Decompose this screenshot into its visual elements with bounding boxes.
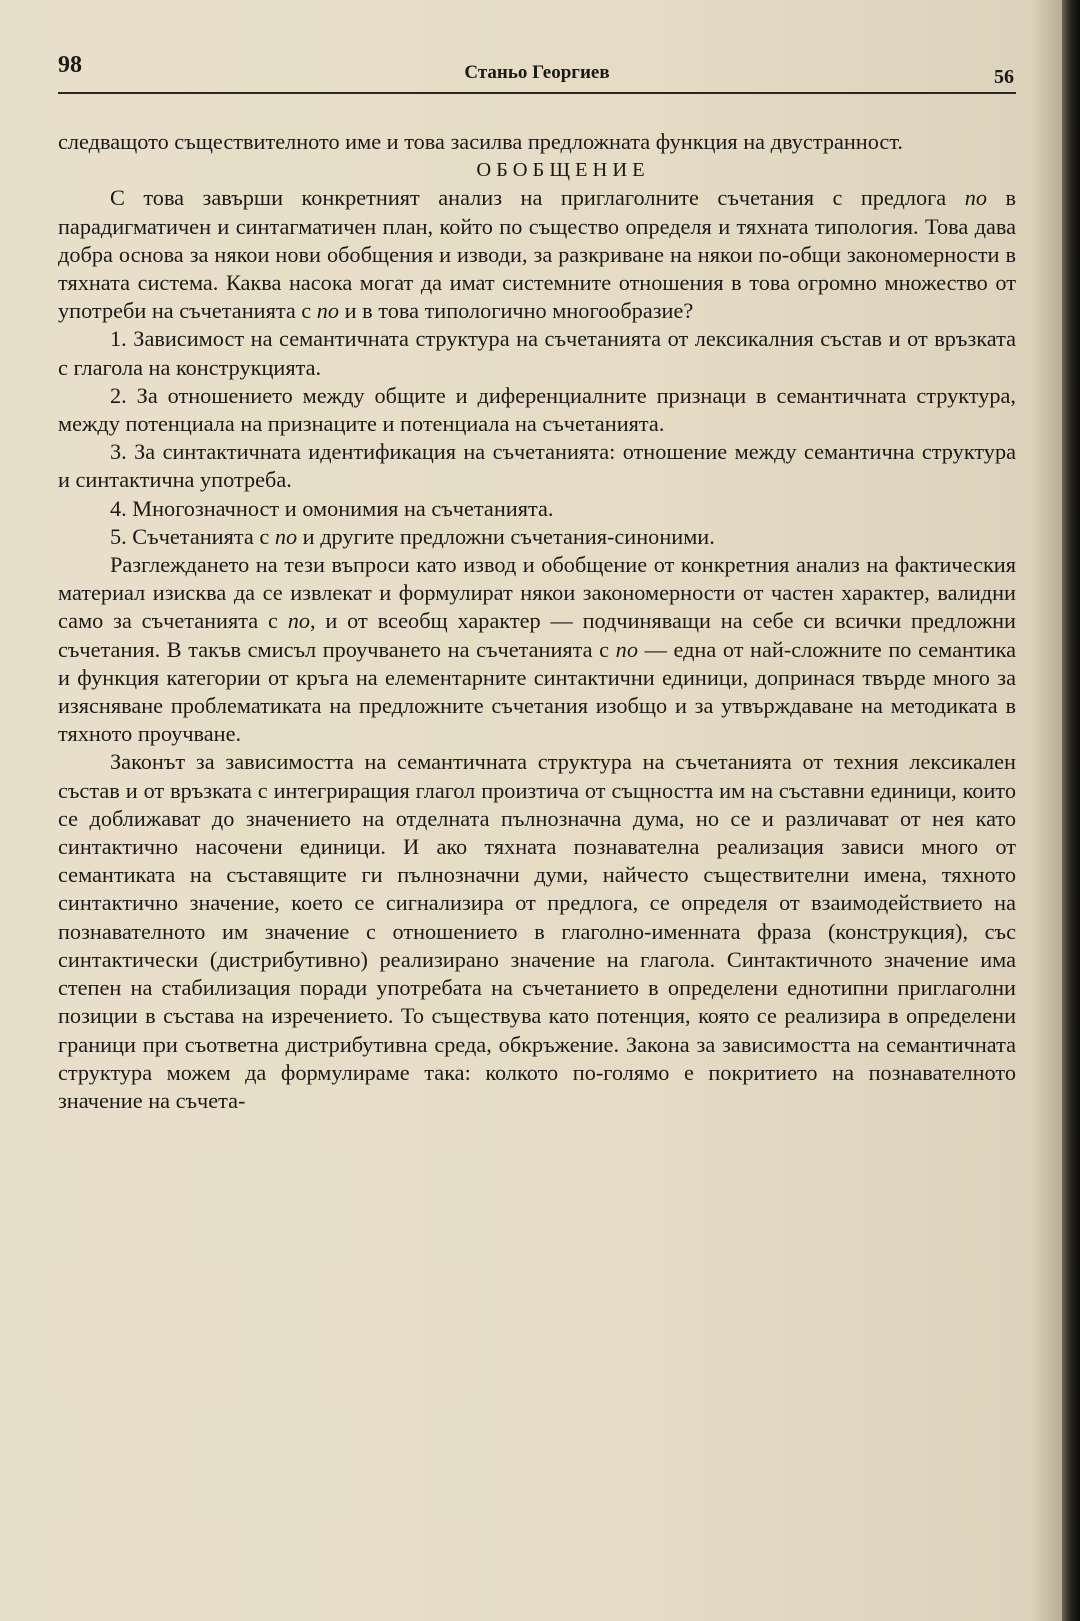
book-spine-shadow (1062, 0, 1080, 1621)
list-item-1: 1. Зависимост на семантичната структура на съчетанията от лексикалния състав и от връзката с глагола на конструкцията. (58, 326, 1016, 380)
list-item-2: 2. За отношението между общите и диференциалните признаци в семантичната структура, между потенциала на признаците и потенциала на съчетанията. (58, 382, 1016, 437)
header-rule (58, 92, 1016, 94)
section-heading: ОБОБЩЕНИЕ (476, 159, 650, 182)
body-text (58, 128, 1016, 1115)
list-item-5: 5. Съчетанията с по и другите предложни съчетания-синоними. (110, 523, 715, 549)
paragraph-law: Законът за зависимостта на семантичната структура на съчетанията от техния лексикален състав и от връзката с интегриращия глагол произтича от същността им на съставни единици, които се доближават до значението на отделната пълнозначна дума, но се и различават от нея като синтактично насочени единици. И ако тяхната познавателна реализация зависи много от семантиката на съставящите ги пълнозначни думи, найчесто съществителни имена, тяхното синтактично значение, което се сигнализира от предлога, се определя от взаимодействието на познавателното им значение с отношението в глаголно-именната фраза (конструкция), със синтактически (дистрибутивно) реализирано значение на глагола. Синтактичното значение има степен на стабилизация поради употребата на съчетанието в определени еднотипни приглаголни позиции в състава на изречението. То съществува като потенция, която се реализира в определени граници при съответна дистрибутивна среда, обкръжение. Закона за зависимостта на семантичната структура можем да формулираме така: колкото по-голямо е покритието на познавателното значение на съчета- (58, 749, 1016, 1113)
paragraph-discussion: Разглеждането на тези въпроси като извод и обобщение от конкретния анализ на фактическия материал изисква да се извлекат и формулират някои закономерности от частен характер, валидни само за съчетанията с по, и от всеобщ характер — подчиняващи на себе си всички предложни съчетания. В такъв смисъл проучването на съчетанията с по — една от най-сложните по семантика и функция категории от кръга на елементарните синтактични единици, допринася твърде много за изясняване проблематиката на предложните съчетания изобщо и за утвърждаване на методиката в тяхното проучване. (58, 552, 1016, 747)
page-number-left: 98 (58, 52, 82, 78)
running-title: Станьо Георгиев (464, 62, 610, 83)
paragraph-continuation: следващото съществителното име и това засилва предложната функция на двустранност. (58, 129, 903, 154)
list-item-4: 4. Многозначност и омонимия на съчетанията. (110, 495, 554, 521)
paragraph-summary-intro: С това завърши конкретният анализ на приглаголните съчетания с предлога по в парадигматичен и синтагматичен план, който по същество определя и тяхната типология. Това дава добра основа за някои нови обобщения и изводи, за разкриване на някои по-общи закономерности в тяхната система. Каква насока могат да имат системните отношения в това огромно множество от употреби на съчетанията с по и в това типологично многообразие? (58, 185, 1016, 324)
list-item-3: 3. За синтактичната идентификация на съчетанията: отношение между семантична структура и синтактична употреба. (58, 439, 1016, 493)
running-header (58, 52, 1016, 96)
page-number-right: 56 (994, 66, 1014, 88)
